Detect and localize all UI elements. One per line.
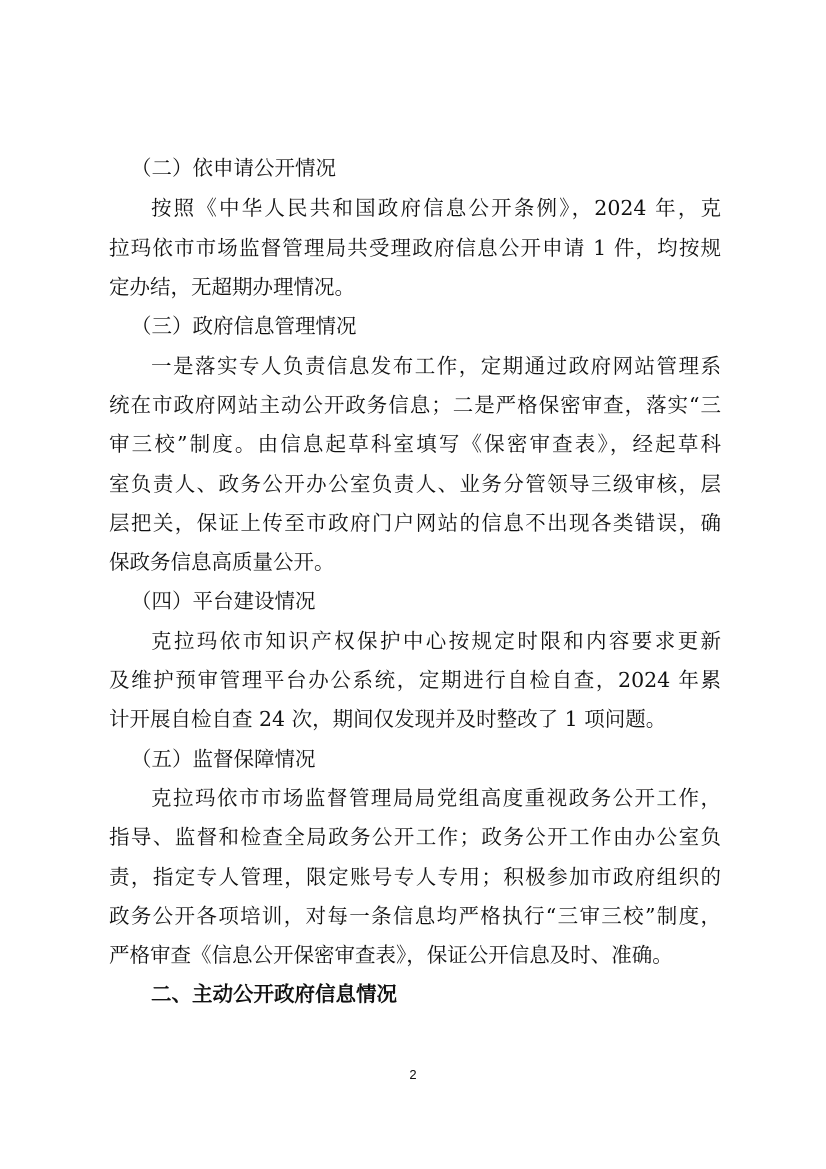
paragraph-line: 责，指定专人管理，限定账号专人专用；积极参加市政府组织的	[109, 865, 721, 889]
paragraph-line: 克拉玛依市知识产权保护中心按规定时限和内容要求更新	[151, 629, 721, 653]
paragraph-line: 计开展自检自查 24 次，期间仅发现并及时整改了 1 项问题。	[109, 707, 667, 731]
paragraph-line: 定办结，无超期办理情况。	[109, 275, 355, 299]
paragraph-line: 按照《中华人民共和国政府信息公开条例》，2024 年，克	[151, 196, 721, 220]
paragraph-line: 指导、监督和检查全局政务公开工作；政务公开工作由办公室负	[109, 825, 721, 849]
paragraph-line: 审三校”制度。由信息起草科室填写《保密审查表》，经起草科	[109, 432, 721, 456]
chapter-heading-proactive-disclosure: 二、主动公开政府信息情况	[151, 982, 397, 1006]
paragraph-line: 室负责人、政务公开办公室负责人、业务分管领导三级审核，层	[109, 472, 721, 496]
paragraph-line: 一是落实专人负责信息发布工作，定期通过政府网站管理系	[151, 354, 721, 378]
paragraph-line: 层把关，保证上传至市政府门户网站的信息不出现各类错误，确	[109, 511, 721, 535]
paragraph-line: 保政务信息高质量公开。	[109, 550, 335, 574]
section-heading-application-disclosure: （二）依申请公开情况	[131, 156, 336, 180]
section-heading-information-management: （三）政府信息管理情况	[131, 314, 357, 338]
paragraph-line: 严格审查《信息公开保密审查表》，保证公开信息及时、准确。	[109, 943, 673, 967]
paragraph-line: 政务公开各项培训，对每一条信息均严格执行“三审三校”制度，	[109, 904, 721, 928]
paragraph-line: 及维护预审管理平台办公系统，定期进行自检自查，2024 年累	[109, 668, 721, 692]
paragraph-line: 克拉玛依市市场监督管理局局党组高度重视政务公开工作，	[151, 786, 721, 810]
section-heading-supervision-guarantee: （五）监督保障情况	[131, 747, 316, 771]
paragraph-line: 统在市政府网站主动公开政务信息；二是严格保密审查，落实“三	[109, 393, 721, 417]
section-heading-platform-construction: （四）平台建设情况	[131, 589, 316, 613]
paragraph-line: 拉玛依市市场监督管理局共受理政府信息公开申请 1 件，均按规	[109, 236, 721, 260]
page-number: 2	[409, 1067, 417, 1082]
